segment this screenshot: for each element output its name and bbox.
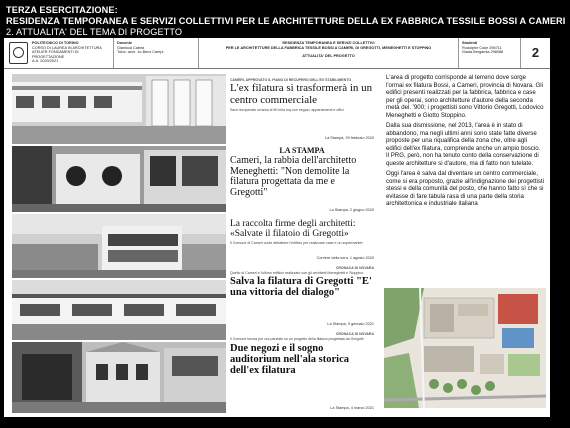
clipping-3 [226, 216, 378, 262]
clipping-5 [226, 330, 378, 413]
atelier-name: ATELIER FONDAMENTI DI PROGETTAZIONE [32, 50, 79, 59]
course-name: CORSO DI LAUREA IN ARCHITETTURA [32, 45, 102, 50]
school-cell [4, 38, 114, 68]
clipping-2 [226, 144, 378, 214]
tutor-names: Tutor: arch. Jo-Benz Campi [117, 50, 164, 55]
section-title: ATTUALITA' DEL PROGETTO [302, 54, 355, 59]
student-2: Giada Bergamia 298088 [462, 50, 504, 55]
paragraph-2: Dalla sua dismissione, nel 2013, l'area è in stato di abbandono, ma negli ultimi anni sono state fatte diverse proposte per una riqualifica della zona che, oltre agli edifici dell'ex filatura, comprende anche un ampio boscio. Il PRG, però, non ha tenuto conto della conservazione di queste architetture si d'autore, ma di fatto non tutelate. [386, 122, 541, 167]
site-plan-image [384, 288, 546, 408]
clipping-1 [226, 76, 378, 142]
student-1: Rodolphe Coke 296711 [462, 45, 502, 50]
project-subtitle: PER LE ARCHITETTURE DELLA FABBRICA TESSILE BOSSI A CAMERI, DI GREGOTTI, MENEGHETTI E STOPPINO [225, 45, 432, 50]
clipping-1-headline: L'ex filatura si trasformerà in un centro commerciale [230, 82, 373, 106]
clipping-4-summary: Quello di Cameri è l'ultimo edificio realizzato con gli architetti Meneghetti e Stoppino [230, 271, 364, 275]
clipping-2-masthead: LA STAMPA [279, 146, 325, 155]
clipping-4-headline: Salva la filatura di Gregotti "E' una vittoria del dialogo" [230, 276, 372, 299]
clipping-5-source: La Stampa, 4 marzo 2021 [330, 406, 374, 410]
clipping-3-source: Corriere della sera, 1 agosto 2020 [316, 256, 374, 260]
docenti-label: Docente [117, 41, 132, 45]
students-cell [459, 38, 521, 68]
clipping-5-headline: Due negozi e il sogno auditorium nell'ala storica dell'ex filatura [230, 343, 349, 377]
teachers-cell [114, 38, 199, 68]
photo-column [12, 74, 226, 413]
project-cell [199, 38, 459, 68]
photo-factory-facade [12, 74, 226, 144]
clipping-1-summary: Sarà recuperata un'area di 80 mila mq con negozi, appartamenti e uffici [230, 108, 344, 112]
academic-year: A.A. 2020/2021 [32, 59, 59, 64]
sheet-number: 2 [531, 45, 540, 60]
header-line-2: RESIDENZA TEMPORANEA E SERVIZI COLLETTIVI PER LE ARCHITETTURE DELLA EX FABBRICA TESSILE BOSSI A CAMERI [6, 16, 566, 26]
school-name: POLITECNICO DI TORINO [32, 41, 79, 45]
clipping-1-kicker: CAMERI, APPROVATO IL PIANO DI RECUPERO DELL'EX STABILIMENTO [230, 78, 352, 82]
clipping-1-source: La Stampa, 29 febbraio 2020 [325, 136, 374, 140]
students-label: Studenti [462, 41, 478, 45]
photo-round-windows [12, 146, 226, 212]
clipping-3-headline: La raccolta firme degli architetti: «Salvate il filatoio di Gregotti» [230, 219, 356, 239]
header-line-3: 2. ATTUALITA' DEL TEMA DI PROGETTO [6, 27, 183, 37]
description-text [386, 74, 544, 211]
sheet-header [6, 5, 565, 38]
clipping-2-headline: Cameri, la rabbia dell'architetto Meneghetti: "Non demolite la filatura progettata da me e Gregotti" [230, 155, 357, 198]
photo-long-wing [12, 280, 226, 340]
photo-corner-building [12, 214, 226, 278]
photo-residences [12, 342, 226, 413]
docenti-names: Gianluca Cabria [117, 45, 145, 50]
clipping-2-source: La Stampa, 2 giugno 2020 [329, 208, 374, 212]
project-title: RESIDENZA TEMPORANEA E SERVIZI COLLETTIVI [282, 41, 375, 45]
paragraph-1: L'area di progetto corrisponde al terreno dove sorge l'ormai ex filatura Bossi, a Cameri, provincia di Novara. Gli edifici presenti realizzati per la fabbrica, fabbrica e case per gli operai, sono architetture d'autore della seconda metà del. '900; i progettisti sono Vittorio Gregotti, Lodovico Meneghetti e Giotto Stoppino. [386, 74, 544, 119]
header-line-1: TERZA ESERCITAZIONE: [6, 5, 118, 15]
clipping-5-kicker: CRONACA DI NOVARA [335, 332, 374, 336]
paragraph-3: Oggi l'area è salva dal diventare un centro commerciale, come si era proposto, grazie all'indignazione dei progettisti stessi e della comunità del posto, che hanno fatto sì che si evitasse di fare tabula rasa di una parte della storia architettonica e industriale italiana [386, 170, 544, 207]
clipping-3-summary: Il Comune di Cameri vuole abbattere l'edificio per realizzare case e un supermarket [230, 241, 363, 245]
clipping-4-source: La Stampa, 9 gennaio 2021 [327, 322, 374, 326]
clipping-4-kicker: CRONACA DI NOVARA [335, 266, 374, 270]
polito-logo-icon [9, 42, 28, 64]
clipping-4 [226, 264, 378, 328]
presentation-sheet [4, 38, 550, 417]
clipping-5-summary: Il Comune lavora per ora parziale su un progetto della filatura progettata da Gregotti [230, 337, 364, 341]
title-block [4, 38, 550, 69]
